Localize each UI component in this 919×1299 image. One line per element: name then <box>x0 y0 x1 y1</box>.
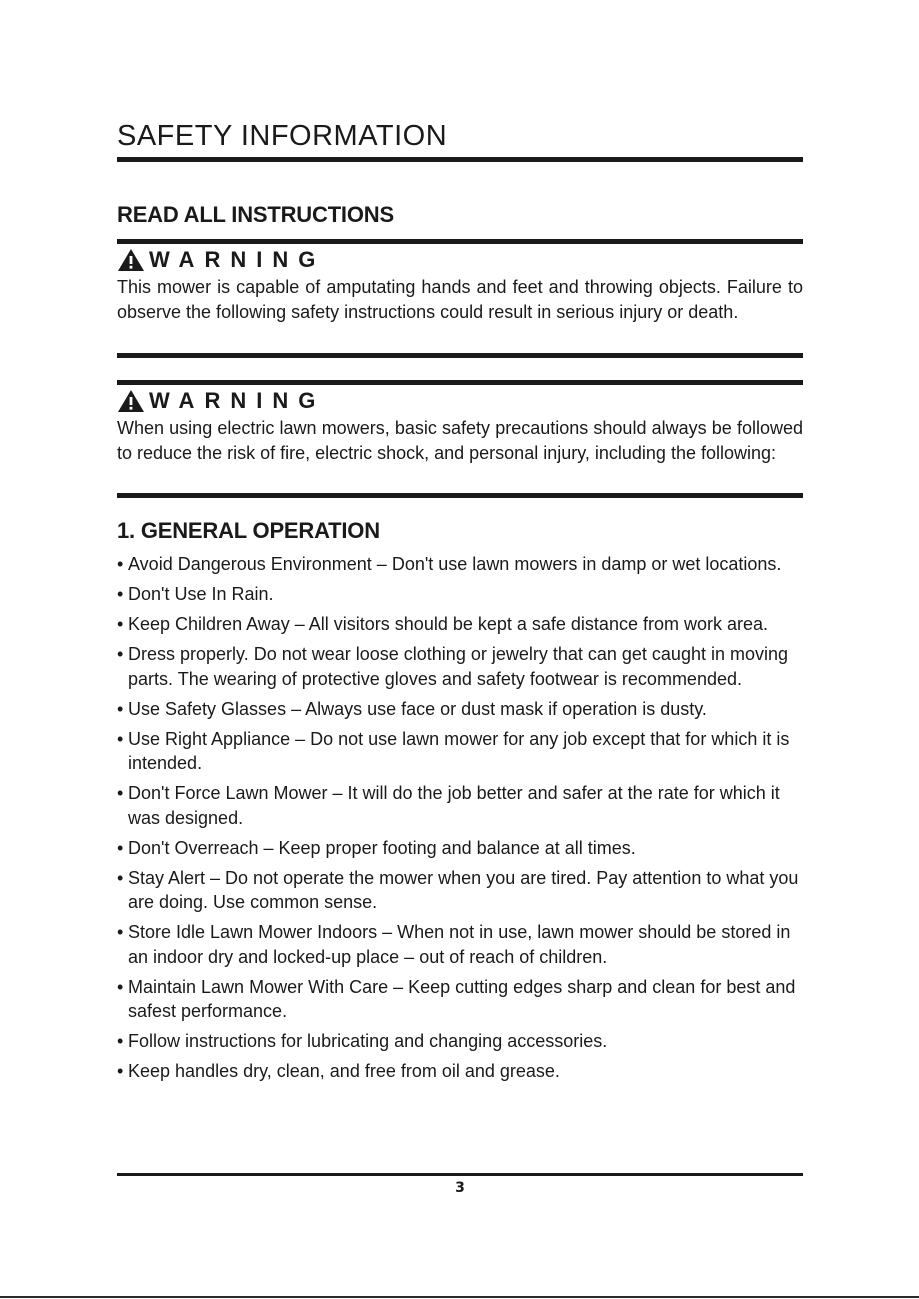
list-item: • Follow instructions for lubricating and changing accessories. <box>117 1031 608 1051</box>
page-title: SAFETY INFORMATION <box>117 120 448 152</box>
list-item: • Keep Children Away – All visitors should be kept a safe distance from work area. <box>117 614 769 634</box>
warning1-label: WARNING <box>149 247 326 272</box>
page-number: 3 <box>455 1180 465 1196</box>
warning1-text: This mower is capable of amputating hands and feet and throwing objects. Failure to observe the following safety instructions could result in serious injury or death. <box>117 277 803 322</box>
list-item: • Maintain Lawn Mower With Care – Keep cutting edges sharp and clean for best and safest performance. <box>117 976 796 1021</box>
list-item: • Stay Alert – Do not operate the mower when you are tired. Pay attention to what you are doing. Use common sense. <box>117 867 799 912</box>
general-operation-list <box>117 552 803 1089</box>
list-item: • Store Idle Lawn Mower Indoors – When not in use, lawn mower should be stored in an indoor dry and locked-up place – out of reach of children. <box>117 922 791 967</box>
warning2-label: WARNING <box>149 388 326 413</box>
list-item: • Keep handles dry, clean, and free from oil and grease. <box>117 1061 560 1081</box>
read-all-heading: READ ALL INSTRUCTIONS <box>117 202 394 227</box>
list-item: • Use Right Appliance – Do not use lawn mower for any job except that for which it is intended. <box>117 728 790 773</box>
list-item: • Avoid Dangerous Environment – Don't use lawn mowers in damp or wet locations. <box>117 554 782 574</box>
warning2-text: When using electric lawn mowers, basic safety precautions should always be followed to reduce the risk of fire, electric shock, and personal injury, including the following: <box>117 418 803 463</box>
list-item: • Use Safety Glasses – Always use face or dust mask if operation is dusty. <box>117 698 707 719</box>
warning1-heading <box>117 247 325 273</box>
scan-edge-line <box>0 1296 919 1298</box>
warning2-heading <box>117 388 325 414</box>
warning-triangle-icon <box>117 248 145 272</box>
warning1-bottom-rule <box>117 353 803 358</box>
warning2-bottom-rule <box>117 493 803 498</box>
general-operation-heading: 1. GENERAL OPERATION <box>117 518 380 543</box>
warning1-top-rule <box>117 239 803 244</box>
list-item: • Dress properly. Do not wear loose clothing or jewelry that can get caught in moving parts. The wearing of protective gloves and safety footwear is recommended. <box>117 644 788 689</box>
warning2-top-rule <box>117 380 803 385</box>
list-item: • Don't Use In Rain. <box>117 584 274 604</box>
footer-rule <box>117 1173 803 1176</box>
list-item: • Don't Overreach – Keep proper footing and balance at all times. <box>117 837 636 858</box>
warning-triangle-icon <box>117 389 145 413</box>
list-item: • Don't Force Lawn Mower – It will do the job better and safer at the rate for which it was designed. <box>117 783 780 828</box>
title-rule <box>117 157 803 162</box>
